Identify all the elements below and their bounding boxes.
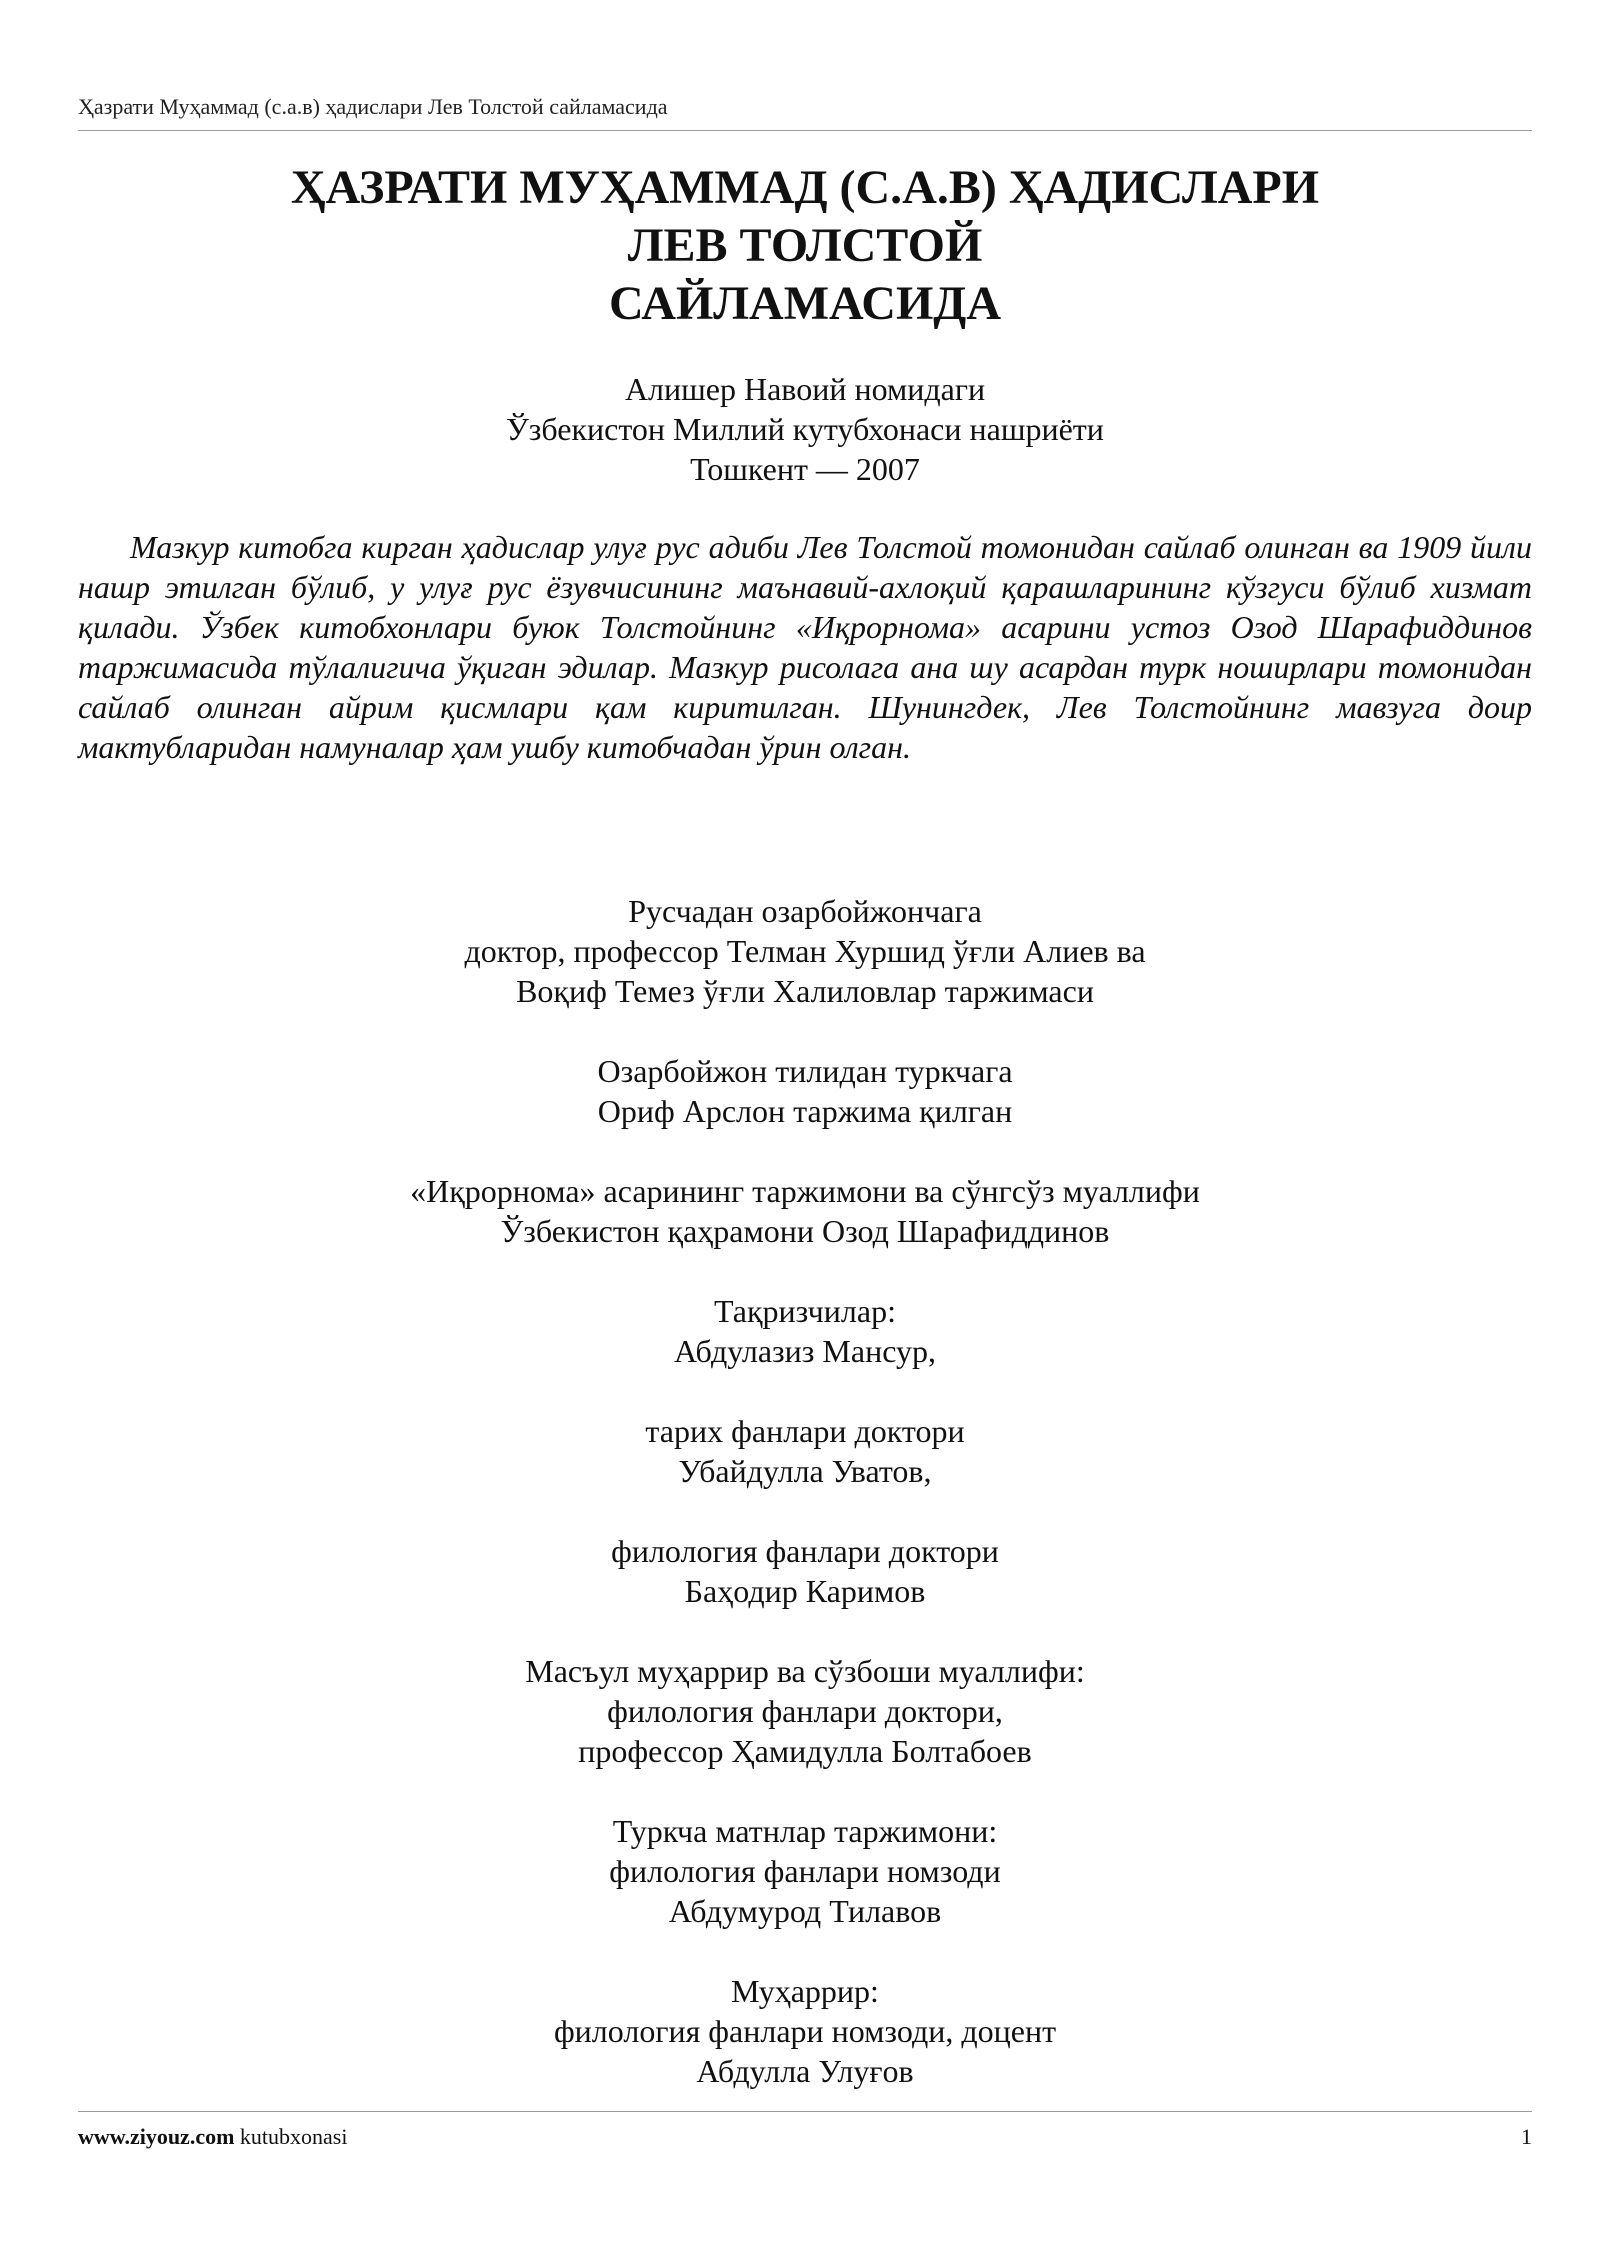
credit-line: Озарбойжон тилидан туркчага [597, 1053, 1013, 1089]
credits-section [78, 891, 1532, 2131]
intro-paragraph: Мазкур китобга кирган ҳадислар улуғ рус адиби Лев Толстой томонидан сайлаб олинган ва 1909 йили нашр этилган бўлиб, у улуғ рус ёзувчисининг маънавий-ахлоқий қарашларининг кўзгуси бўлиб хизмат қилади. Ўзбек китобхонлари буюк Толстойнинг «Иқрорнома» асарини устоз Озод Шарафиддинов таржимасида тўлалигича ўқиган эдилар. Мазкур рисолага ана шу асардан турк ноширлари томонидан сайлаб олинган айрим қисмлари қам киритилган. Шунингдек, Лев Толстойнинг мавзуга доир мактубларидан намуналар ҳам ушбу китобчадан ўрин олган. [78, 529, 1532, 765]
credit-block-reviewers [78, 1291, 1532, 1371]
credit-line: Ўзбекистон қаҳрамони Озод Шарафиддинов [500, 1213, 1110, 1249]
credit-line: филология фанлари доктори [611, 1533, 999, 1569]
credit-line: филология фанлари номзоди, доцент [553, 2013, 1057, 2049]
title-line: ҲАЗРАТИ МУҲАММАД (С.А.В) ҲАДИСЛАРИ [290, 161, 1320, 214]
credit-block-translation-turkish [78, 1051, 1532, 1131]
credit-line: Русчадан озарбойжончага [628, 893, 982, 929]
credit-block-translation-azerbaijani [78, 891, 1532, 1011]
credit-block-editor [78, 1971, 1532, 2091]
credit-line: тарих фанлари доктори [645, 1413, 965, 1449]
credit-line: Муҳаррир: [731, 1973, 879, 2009]
credit-block-reviewer-philology [78, 1531, 1532, 1611]
credit-line: Абдулла Улуғов [696, 2053, 914, 2089]
publisher-info [78, 369, 1532, 489]
title-line: САЙЛАМАСИДА [609, 277, 1001, 330]
running-header: Ҳазрати Муҳаммад (с.а.в) ҳадислари Лев Толстой сайламасида [78, 94, 668, 119]
credit-line: Тақризчилар: [714, 1293, 896, 1329]
credit-line: доктор, профессор Телман Хуршид ўғли Алиев ва [464, 933, 1146, 969]
credit-line: филология фанлари доктори, [607, 1693, 1003, 1729]
credit-block-turkish-text-translator [78, 1811, 1532, 1931]
publisher-line: Тошкент — 2007 [690, 451, 920, 487]
page-number: 1 [1521, 2124, 1532, 2149]
credit-line: Убайдулла Уватов, [678, 1453, 932, 1489]
footer-divider [78, 2111, 1532, 2112]
site-link[interactable]: www.ziyouz.com [78, 2124, 235, 2149]
credit-line: Абдумурод Тилавов [668, 1893, 942, 1929]
credit-block-chief-editor [78, 1651, 1532, 1771]
credit-line: Туркча матнлар таржимони: [612, 1813, 998, 1849]
document-title [78, 159, 1532, 333]
publisher-line: Ўзбекистон Миллий кутубхонаси нашриёти [506, 411, 1104, 447]
title-line: ЛЕВ ТОЛСТОЙ [627, 219, 983, 272]
credit-line: Воқиф Темез ўғли Халиловлар таржимаси [516, 973, 1094, 1009]
page-footer [78, 2123, 1532, 2151]
credit-line: Масъул муҳаррир ва сўзбоши муаллифи: [525, 1653, 1085, 1689]
footer-label: kutubxonasi [239, 2124, 348, 2149]
credit-line: Ориф Арслон таржима қилган [597, 1093, 1013, 1129]
credit-line: Абдулазиз Мансур, [674, 1333, 936, 1369]
credit-line: «Иқрорнома» асарининг таржимони ва сўнгсўз муаллифи [410, 1173, 1200, 1209]
credit-line: профессор Ҳамидулла Болтабоев [578, 1733, 1032, 1769]
credit-block-iqrornoma-translator [78, 1171, 1532, 1251]
header-divider [78, 130, 1532, 131]
credit-block-reviewer-history [78, 1411, 1532, 1491]
credit-line: Баҳодир Каримов [684, 1573, 926, 1609]
credit-line: филология фанлари номзоди [609, 1853, 1001, 1889]
publisher-line: Алишер Навоий номидаги [624, 371, 986, 407]
